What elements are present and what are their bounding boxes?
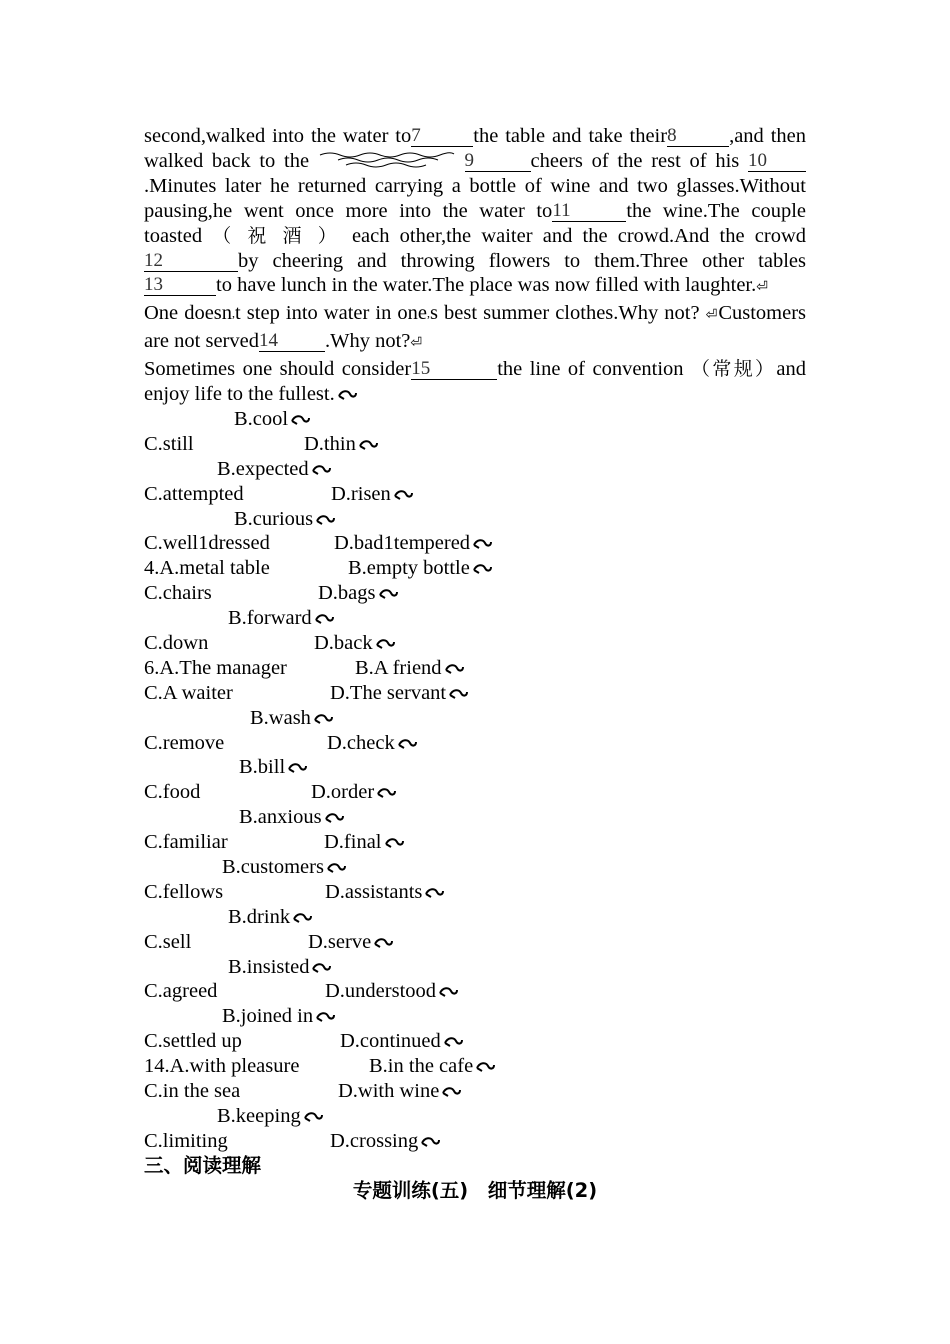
blank-9[interactable]: 9 — [465, 152, 531, 172]
document-page — [144, 124, 806, 1203]
option-right[interactable]: B.forward — [228, 606, 335, 631]
return-mark-icon — [377, 586, 399, 602]
option-right[interactable]: D.back — [314, 631, 396, 656]
option-right[interactable]: D.check — [327, 731, 418, 756]
return-mark-icon — [310, 462, 332, 478]
passage-text: Customers are not served — [144, 302, 807, 353]
option-row — [144, 1029, 806, 1054]
option-row — [144, 507, 806, 532]
return-mark-icon — [437, 984, 459, 1000]
option-left[interactable]: C.fellows — [144, 880, 224, 903]
option-right[interactable]: B.curious — [234, 507, 336, 532]
option-row — [144, 930, 806, 955]
option-row — [144, 805, 806, 830]
passage-paragraph-3 — [144, 357, 806, 407]
option-left[interactable]: C.limiting — [144, 1129, 228, 1152]
return-mark-icon — [323, 810, 345, 826]
blank-12[interactable]: 12 — [144, 252, 238, 272]
return-mark-icon — [474, 1059, 496, 1075]
return-mark-icon — [375, 785, 397, 801]
passage-paragraph-1 — [144, 124, 806, 301]
option-right[interactable]: D.crossing — [330, 1129, 441, 1154]
passage-text: t step into water in one — [235, 302, 427, 325]
return-mark-icon — [442, 1034, 464, 1050]
option-right[interactable]: B.drink — [228, 905, 313, 930]
passage-text: .Why not? — [324, 330, 411, 353]
return-mark-icon — [392, 487, 414, 503]
return-mark-icon — [383, 835, 405, 851]
option-right[interactable]: B.keeping — [217, 1104, 324, 1129]
option-right[interactable]: B.bill — [239, 755, 308, 780]
option-row — [144, 1129, 806, 1154]
option-right[interactable]: D.bags — [318, 581, 399, 606]
return-mark-icon — [310, 960, 332, 976]
return-mark-icon — [289, 412, 311, 428]
option-right[interactable]: D.order — [311, 780, 397, 805]
option-left[interactable]: C.A waiter — [144, 681, 233, 704]
return-mark-icon — [357, 437, 379, 453]
answer-options — [144, 407, 806, 1154]
passage-text: and enjoy life to the fullest. — [144, 358, 806, 406]
passage-text: the line of convention — [497, 358, 684, 381]
option-right[interactable]: D.serve — [308, 930, 394, 955]
option-row — [144, 581, 806, 606]
option-right[interactable]: B.wash — [250, 706, 334, 731]
wavy-underline-icon — [318, 150, 456, 170]
blank-14[interactable]: 14 — [259, 332, 325, 352]
option-row — [144, 457, 806, 482]
passage-text: s best summer clothes.Why not? — [430, 302, 700, 325]
passage-text: cheers of the rest of his — [530, 149, 740, 172]
option-row — [144, 780, 806, 805]
blank-7[interactable]: 7 — [411, 127, 473, 147]
option-row — [144, 1004, 806, 1029]
option-row — [144, 755, 806, 780]
option-row — [144, 606, 806, 631]
option-right[interactable]: B.anxious — [239, 805, 345, 830]
option-row — [144, 706, 806, 731]
option-left[interactable]: C.agreed — [144, 980, 218, 1003]
option-row — [144, 556, 806, 581]
return-mark-icon — [291, 910, 313, 926]
passage-paragraph-2 — [144, 301, 806, 357]
return-mark-icon — [443, 661, 465, 677]
option-left[interactable]: C.familiar — [144, 831, 228, 854]
passage-text: .Minutes later he returned carrying a bottle of wine and two glasses.Without pausing,he went once more into the water to — [144, 174, 806, 222]
apostrophe: , — [232, 306, 236, 321]
return-mark-icon — [423, 885, 445, 901]
option-row — [144, 656, 806, 681]
blank-10[interactable]: 10 — [748, 152, 806, 172]
return-mark-icon — [447, 686, 469, 702]
return-mark-icon — [471, 561, 493, 577]
option-row — [144, 830, 806, 855]
option-right[interactable]: B.insisted — [228, 955, 332, 980]
option-left[interactable]: 6.A.The manager — [144, 656, 287, 679]
return-mark-icon — [312, 711, 334, 727]
paragraph-mark-icon: ⏎ — [410, 336, 423, 352]
option-left[interactable]: 4.A.metal table — [144, 557, 270, 580]
option-row — [144, 905, 806, 930]
option-row — [144, 681, 806, 706]
blank-11[interactable]: 11 — [552, 202, 626, 222]
return-mark-icon — [313, 611, 335, 627]
passage-text: One doesn — [144, 302, 233, 325]
option-row — [144, 1104, 806, 1129]
option-left[interactable]: C.well1dressed — [144, 532, 270, 555]
return-mark-icon — [396, 736, 418, 752]
option-right[interactable]: D.final — [324, 830, 405, 855]
blank-13[interactable]: 13 — [144, 276, 216, 296]
passage-text: the table and take their — [473, 125, 668, 147]
option-left[interactable]: C.settled up — [144, 1030, 242, 1053]
option-left[interactable]: C.in the sea — [144, 1080, 241, 1103]
return-mark-icon — [374, 636, 396, 652]
option-right[interactable]: D.with wine — [338, 1079, 462, 1104]
blank-8[interactable]: 8 — [667, 127, 729, 147]
paragraph-mark-icon: ⏎ — [705, 308, 719, 324]
gloss-toast: （ 祝 酒 ） — [212, 224, 342, 247]
option-right[interactable]: B.empty bottle — [348, 556, 493, 581]
passage-text: ,and then walked back to the — [144, 125, 806, 172]
option-row — [144, 855, 806, 880]
option-row — [144, 432, 806, 457]
passage-text: second,walked into the water to — [144, 125, 412, 147]
apostrophe: , — [427, 306, 430, 321]
return-mark-icon — [314, 1009, 336, 1025]
option-right[interactable]: D.bad1tempered — [334, 531, 493, 556]
return-mark-icon — [314, 512, 336, 528]
option-row — [144, 407, 806, 432]
option-left[interactable]: 14.A.with pleasure — [144, 1055, 300, 1078]
gloss-convention: （常规） — [691, 358, 777, 381]
paragraph-mark-icon: ⏎ — [756, 280, 768, 296]
return-mark-icon — [286, 760, 308, 776]
option-left[interactable]: C.food — [144, 781, 201, 804]
return-mark-icon — [471, 536, 493, 552]
option-right[interactable]: D.understood — [325, 979, 459, 1004]
return-mark-icon — [372, 935, 394, 951]
section-heading: 三、阅读理解 — [144, 1153, 262, 1177]
option-right[interactable]: D.assistants — [325, 880, 445, 905]
return-mark-icon — [302, 1109, 324, 1125]
option-row — [144, 531, 806, 556]
option-left[interactable]: C.down — [144, 631, 209, 654]
option-right[interactable]: B.in the cafe — [369, 1054, 496, 1079]
blank-15[interactable]: 15 — [411, 360, 497, 380]
option-right[interactable]: B.customers — [222, 855, 347, 880]
option-row — [144, 955, 806, 980]
option-left[interactable]: C.sell — [144, 930, 192, 953]
option-right[interactable]: B.A friend — [355, 656, 465, 681]
option-left[interactable]: C.chairs — [144, 582, 212, 605]
option-right[interactable]: D.The servant — [330, 681, 469, 706]
option-right[interactable]: D.thin — [304, 432, 379, 457]
passage-text: the wine.The couple toasted — [144, 199, 806, 247]
option-right[interactable]: D.risen — [331, 482, 414, 507]
passage-text: by cheering and throwing flowers to them.Three other tables — [238, 249, 806, 272]
option-row — [144, 1054, 806, 1079]
passage-text: each other,the waiter and the crowd.And the crowd — [351, 224, 807, 247]
passage-text: to have lunch in the water.The place was now filled with laughter. — [216, 274, 757, 297]
option-row — [144, 1079, 806, 1104]
option-row — [144, 979, 806, 1004]
return-mark-icon — [336, 387, 358, 403]
option-left[interactable]: C.still — [144, 432, 194, 455]
passage-text: Sometimes one should consider — [144, 358, 412, 381]
option-row — [144, 631, 806, 656]
option-right[interactable]: B.expected — [217, 457, 332, 482]
option-row — [144, 880, 806, 905]
return-mark-icon — [440, 1084, 462, 1100]
option-right[interactable]: D.continued — [340, 1029, 464, 1054]
option-left[interactable]: C.remove — [144, 731, 225, 754]
option-row — [144, 731, 806, 756]
option-right[interactable]: B.joined in — [222, 1004, 336, 1029]
page-title: 专题训练(五) 细节理解(2) — [352, 1178, 598, 1202]
return-mark-icon — [325, 860, 347, 876]
return-mark-icon — [419, 1134, 441, 1150]
option-right[interactable]: B.cool — [234, 407, 311, 432]
option-row — [144, 482, 806, 507]
option-left[interactable]: C.attempted — [144, 482, 244, 505]
